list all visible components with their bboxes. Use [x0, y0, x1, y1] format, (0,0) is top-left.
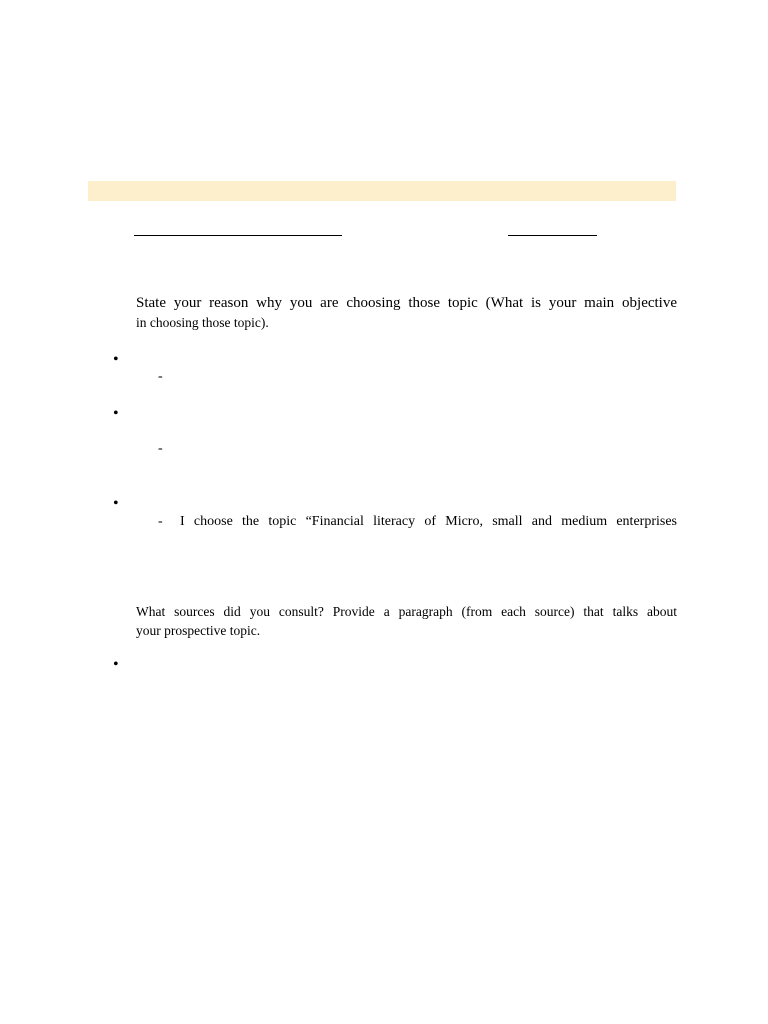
- bullet-marker: •: [113, 405, 119, 422]
- reason-prompt-line-2: in choosing those topic).: [136, 315, 269, 330]
- bullet-marker: •: [113, 656, 119, 673]
- sources-prompt-line-2: your prospective topic.: [136, 623, 261, 638]
- date-field-line: [508, 235, 597, 236]
- name-field-line: [134, 235, 342, 236]
- dash-marker: -: [158, 441, 163, 456]
- dash-marker: -: [158, 369, 163, 384]
- dash-marker: -: [158, 514, 163, 529]
- bullet-marker: •: [113, 351, 119, 368]
- highlight-band: [88, 181, 676, 201]
- reason-prompt: [136, 294, 677, 332]
- sources-prompt: [136, 602, 677, 640]
- bullet-marker: •: [113, 495, 119, 512]
- reason-prompt-line-1: State your reason why you are choosing those topic (What is your main objective: [136, 295, 677, 311]
- sources-prompt-line-1: What sources did you consult? Provide a paragraph (from each source) that talks about: [136, 604, 677, 619]
- topic-answer-text: I choose the topic “Financial literacy of Micro, small and medium enterprises: [180, 514, 677, 529]
